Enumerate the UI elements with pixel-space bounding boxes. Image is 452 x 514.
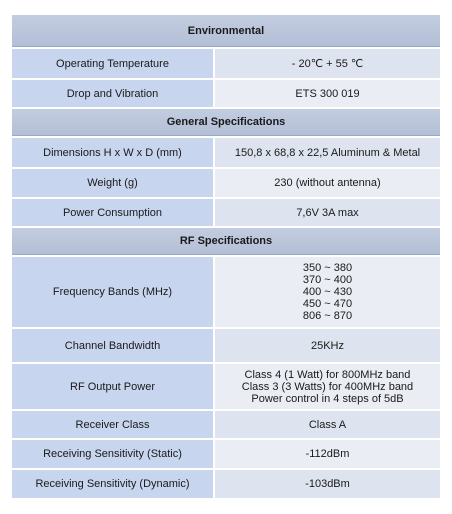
- row-label-weight: Weight (g): [12, 169, 215, 197]
- frequency-band-2: 370 ~ 400: [302, 274, 353, 286]
- section-rf: [12, 228, 440, 255]
- section-title-general: General Specifications: [12, 109, 440, 136]
- table-row-sensitivity-dynamic: [12, 470, 440, 498]
- row-label-receiver-class: Receiver Class: [12, 411, 215, 438]
- table-row-power-consumption: [12, 199, 440, 226]
- table-row-channel-bandwidth: [12, 329, 440, 362]
- table-row-weight: [12, 169, 440, 197]
- table-row-drop-vibration: [12, 80, 440, 107]
- row-value-sensitivity-static: -112dBm: [215, 440, 440, 468]
- row-label-frequency-bands: Frequency Bands (MHz): [12, 257, 215, 327]
- row-value-channel-bandwidth: 25KHz: [215, 329, 440, 362]
- row-value-rf-output-power: [215, 364, 440, 409]
- frequency-band-4: 450 ~ 470: [302, 298, 353, 310]
- frequency-band-1: 350 ~ 380: [302, 262, 353, 274]
- rf-output-line-2: Class 3 (3 Watts) for 400MHz band: [241, 380, 414, 393]
- row-label-drop-vibration: Drop and Vibration: [12, 80, 215, 107]
- row-value-receiver-class: Class A: [215, 411, 440, 438]
- specifications-table: [12, 13, 440, 500]
- section-title-environmental: Environmental: [12, 15, 440, 47]
- row-label-dimensions: Dimensions H x W x D (mm): [12, 138, 215, 167]
- table-row-dimensions: [12, 138, 440, 167]
- table-row-operating-temperature: [12, 49, 440, 78]
- section-general: [12, 109, 440, 136]
- row-value-operating-temperature: - 20℃ + 55 ℃: [215, 49, 440, 78]
- section-title-rf: RF Specifications: [12, 228, 440, 255]
- row-label-sensitivity-dynamic: Receiving Sensitivity (Dynamic): [12, 470, 215, 498]
- rf-output-line-1: Class 4 (1 Watt) for 800MHz band: [244, 368, 411, 381]
- row-value-power-consumption: 7,6V 3A max: [215, 199, 440, 226]
- rf-output-line-3: Power control in 4 steps of 5dB: [251, 392, 404, 405]
- row-value-frequency-bands: [215, 257, 440, 327]
- section-environmental: [12, 15, 440, 47]
- row-value-drop-vibration: ETS 300 019: [215, 80, 440, 107]
- row-label-sensitivity-static: Receiving Sensitivity (Static): [12, 440, 215, 468]
- table-row-rf-output-power: [12, 364, 440, 409]
- row-label-rf-output-power: RF Output Power: [12, 364, 215, 409]
- row-label-power-consumption: Power Consumption: [12, 199, 215, 226]
- row-value-weight: 230 (without antenna): [215, 169, 440, 197]
- row-value-sensitivity-dynamic: -103dBm: [215, 470, 440, 498]
- table-row-sensitivity-static: [12, 440, 440, 468]
- table-row-receiver-class: [12, 411, 440, 438]
- row-label-channel-bandwidth: Channel Bandwidth: [12, 329, 215, 362]
- frequency-band-3: 400 ~ 430: [302, 286, 353, 298]
- table-row-frequency-bands: [12, 257, 440, 327]
- frequency-band-5: 806 ~ 870: [302, 310, 353, 322]
- row-label-operating-temperature: Operating Temperature: [12, 49, 215, 78]
- row-value-dimensions: 150,8 x 68,8 x 22,5 Aluminum & Metal: [215, 138, 440, 167]
